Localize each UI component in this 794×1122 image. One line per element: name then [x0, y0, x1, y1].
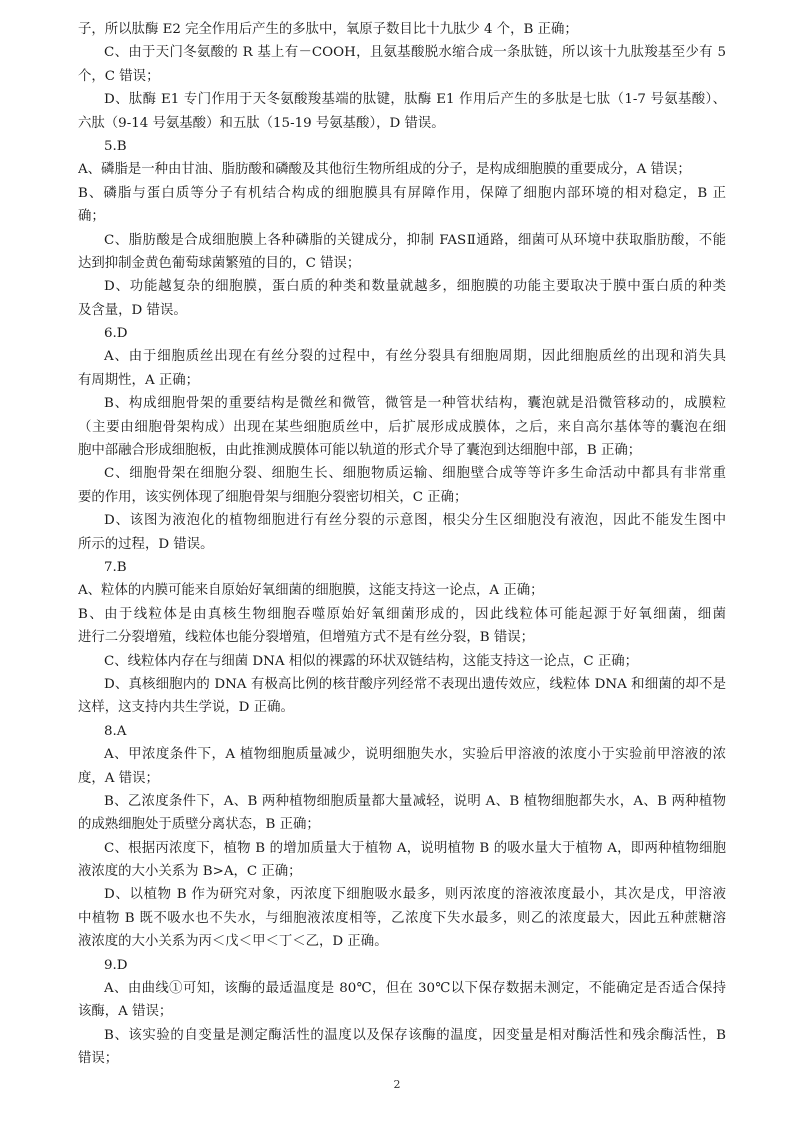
text-line: D、该图为液泡化的植物细胞进行有丝分裂的示意图，根尖分生区细胞没有液泡，因此不能发生图中 — [104, 513, 726, 529]
text-line: 进行二分裂增殖，线粒体也能分裂增殖，但增殖方式不是有丝分裂，B 错误； — [78, 630, 534, 646]
text-line: D、功能越复杂的细胞膜，蛋白质的种类和数量就越多，细胞膜的功能主要取决于膜中蛋白质的种类 — [104, 279, 726, 295]
question-number: 5.B — [104, 138, 127, 154]
text-line: A、磷脂是一种由甘油、脂肪酸和磷酸及其他衍生物所组成的分子，是构成细胞膜的重要成分，A 错误； — [78, 162, 691, 178]
text-line: 度，A 错误； — [78, 770, 159, 786]
text-line: C、细胞骨架在细胞分裂、细胞生长、细胞物质运输、细胞壁合成等等许多生命活动中都具有非常重 — [104, 466, 726, 482]
text-line: C、线粒体内存在与细菌 DNA 相似的裸露的环状双链结构，这能支持这一论点，C 正确； — [104, 653, 639, 669]
text-line: 所示的过程，D 错误。 — [78, 536, 214, 552]
question-number: 9.D — [104, 957, 128, 973]
text-line: 胞中部融合形成细胞板，由此推测成膜体可能以轨道的形式介导了囊泡到达细胞中部，B 正确； — [78, 443, 642, 459]
text-line: 的成熟细胞处于质壁分离状态，B 正确； — [78, 817, 320, 833]
text-line: 液浓度的大小关系为丙＜戊＜甲＜丁＜乙，D 正确。 — [78, 934, 388, 950]
text-line: C、根据丙浓度下，植物 B 的增加质量大于植物 A，说明植物 B 的吸水量大于植物 A，即两种植物细胞 — [104, 840, 726, 856]
text-line: 这样，这支持内共生学说，D 正确。 — [78, 700, 294, 716]
text-line: A、由于细胞质丝出现在有丝分裂的过程中，有丝分裂具有细胞周期，因此细胞质丝的出现和消失具 — [104, 349, 726, 365]
page-number: 2 — [393, 1078, 401, 1091]
text-line: 要的作用，该实例体现了细胞骨架与细胞分裂密切相关，C 正确； — [78, 489, 468, 505]
text-line: B、由于线粒体是由真核生物细胞吞噬原始好氧细菌形成的，因此线粒体可能起源于好氧细菌，细菌 — [78, 606, 726, 622]
text-line: 子，所以肽酶 E2 完全作用后产生的多肽中，氧原子数目比十九肽少 4 个，B 正确； — [78, 22, 578, 37]
text-line: 个，C 错误； — [78, 68, 160, 84]
text-line: （主要由细胞骨架构成）出现在某些细胞质丝中，后扩展形成成膜体，之后，来自高尔基体等的囊泡在细 — [78, 419, 726, 435]
text-line: 及含量，D 错误。 — [78, 302, 187, 318]
text-line: 错误； — [78, 1051, 119, 1067]
answer-text-body — [78, 18, 726, 1071]
text-line: C、由于天门冬氨酸的 R 基上有－COOH，且氨基酸脱水缩合成一条肽链，所以该十九肽羧基至少有 5 — [104, 45, 726, 61]
text-line: 达到抑制金黄色葡萄球菌繁殖的目的，C 错误； — [78, 255, 361, 271]
text-line: B、构成细胞骨架的重要结构是微丝和微管，微管是一种管状结构，囊泡就是沿微管移动的，成膜粒 — [104, 396, 726, 412]
text-line: B、磷脂与蛋白质等分子有机结合构成的细胞膜具有屏障作用，保障了细胞内部环境的相对稳定，B 正 — [78, 185, 726, 201]
text-line: 液浓度的大小关系为 B>A，C 正确； — [78, 864, 302, 880]
text-line: 有周期性，A 正确； — [78, 372, 200, 388]
text-line: D、肽酶 E1 专门作用于天冬氨酸羧基端的肽键，肽酶 E1 作用后产生的多肽是七肽（1-7 号氨基酸）、 — [104, 92, 726, 108]
question-number: 6.D — [104, 326, 128, 342]
text-line: C、脂肪酸是合成细胞膜上各种磷脂的关键成分，抑制 FASⅡ通路，细菌可从环境中获取脂肪酸，不能 — [104, 232, 726, 248]
text-line: 该酶，A 错误； — [78, 1004, 173, 1020]
text-line: D、真核细胞内的 DNA 有极高比例的核苷酸序列经常不表现出遗传效应，线粒体 DNA 和细菌的却不是 — [104, 676, 726, 692]
text-line: A、甲浓度条件下，A 植物细胞质量减少，说明细胞失水，实验后甲溶液的浓度小于实验前甲溶液的浓 — [104, 747, 726, 763]
text-line: A、由曲线①可知，该酶的最适温度是 80℃，但在 30℃以下保存数据未测定，不能确定是否适合保持 — [104, 981, 726, 997]
text-line: D、以植物 B 作为研究对象，丙浓度下细胞吸水最多，则丙浓度的溶液浓度最小，其次是戊，甲溶液 — [104, 887, 726, 903]
question-number: 8.A — [104, 723, 127, 739]
text-line: 中植物 B 既不吸水也不失水，与细胞液浓度相等，乙浓度下失水最多，则乙的浓度最大，因此五种蔗糖溶 — [78, 910, 726, 926]
text-line: 六肽（9-14 号氨基酸）和五肽（15-19 号氨基酸），D 错误。 — [78, 115, 445, 131]
question-number: 7.B — [104, 559, 127, 575]
text-line: A、粒体的内膜可能来自原始好氧细菌的细胞膜，这能支持这一论点，A 正确； — [78, 583, 544, 599]
text-line: 确； — [78, 209, 105, 225]
text-line: B、该实验的自变量是测定酶活性的温度以及保存该酶的温度，因变量是相对酶活性和残余酶活性，B — [104, 1027, 726, 1043]
text-line: B、乙浓度条件下，A、B 两种植物细胞质量都大量减轻，说明 A、B 植物细胞都失水，A、B 两种植物 — [104, 793, 726, 809]
